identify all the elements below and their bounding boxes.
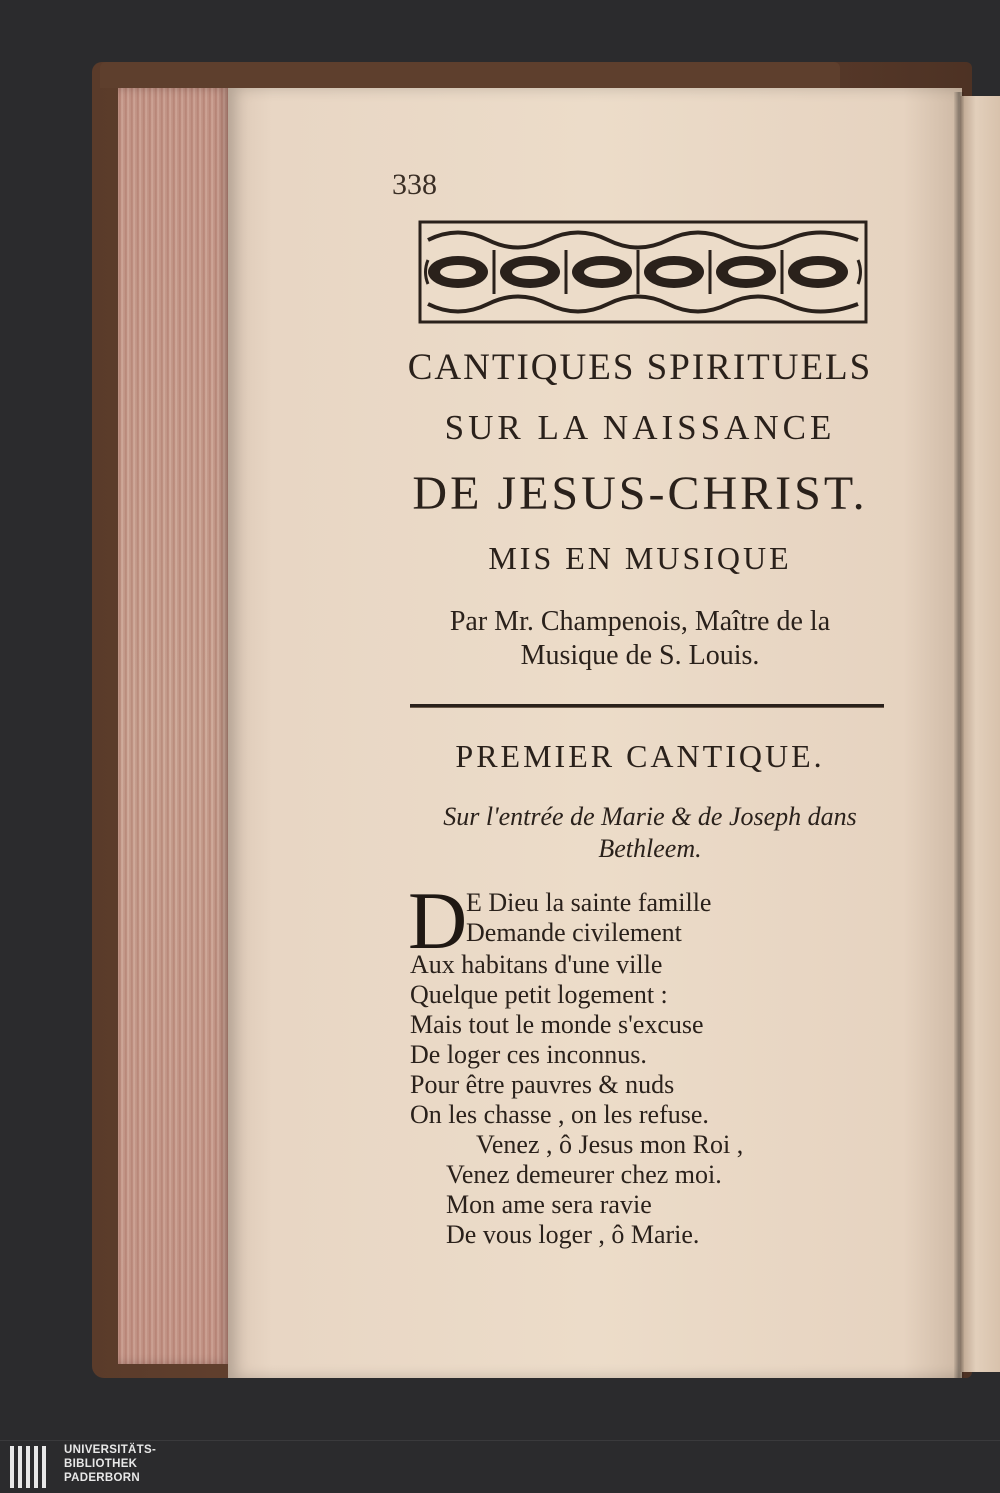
page-number: 338 <box>392 168 437 201</box>
byline-line-2: Musique de S. Louis. <box>520 640 760 671</box>
logo-line-3: PADERBORN <box>64 1472 140 1484</box>
byline-line-1: Par Mr. Champenois, Maître de la <box>449 606 831 637</box>
refrain-line: Mon ame sera ravie <box>446 1190 652 1219</box>
verse-line-2: Demande civilement <box>466 918 682 947</box>
page-gutter <box>954 92 964 1378</box>
horizontal-rule <box>410 704 884 708</box>
logo-line-2: BIBLIOTHEK <box>64 1458 138 1470</box>
refrain-line: De vous loger , ô Marie. <box>446 1220 700 1249</box>
verse-line: Aux habitans d'une ville <box>410 950 663 979</box>
logo-line-1: UNIVERSITÄTS- <box>64 1444 157 1456</box>
title-line-4: MIS EN MUSIQUE <box>488 540 792 576</box>
refrain-line: Venez , ô Jesus mon Roi , <box>476 1130 744 1159</box>
drop-cap: D <box>408 875 468 966</box>
subtitle-line-1: Sur l'entrée de Marie & de Joseph dans <box>443 802 857 831</box>
refrain-line: Venez demeurer chez moi. <box>446 1160 722 1189</box>
verse-line: Pour être pauvres & nuds <box>410 1070 675 1099</box>
facing-page-edge <box>960 96 1000 1372</box>
verse-line: De loger ces inconnus. <box>410 1040 647 1069</box>
title-line-2: SUR LA NAISSANCE <box>444 408 836 447</box>
book-cover-top <box>100 62 840 88</box>
library-logo-icon <box>8 1444 54 1490</box>
page-edges-tint <box>118 88 230 1364</box>
title-line-3: DE JESUS-CHRIST. <box>412 467 868 520</box>
title-line-1: CANTIQUES SPIRITUELS <box>407 347 873 388</box>
verse-line: On les chasse , on les refuse. <box>410 1100 709 1129</box>
section-title: PREMIER CANTIQUE. <box>455 738 825 774</box>
subtitle-line-2: Bethleem. <box>598 834 702 863</box>
verse-line-1: E Dieu la sainte famille <box>466 888 712 917</box>
verse-line: Mais tout le monde s'excuse <box>410 1010 704 1039</box>
verse-line: Quelque petit logement : <box>410 980 668 1009</box>
ornament-band <box>418 220 868 324</box>
library-logo-text <box>64 1443 156 1485</box>
